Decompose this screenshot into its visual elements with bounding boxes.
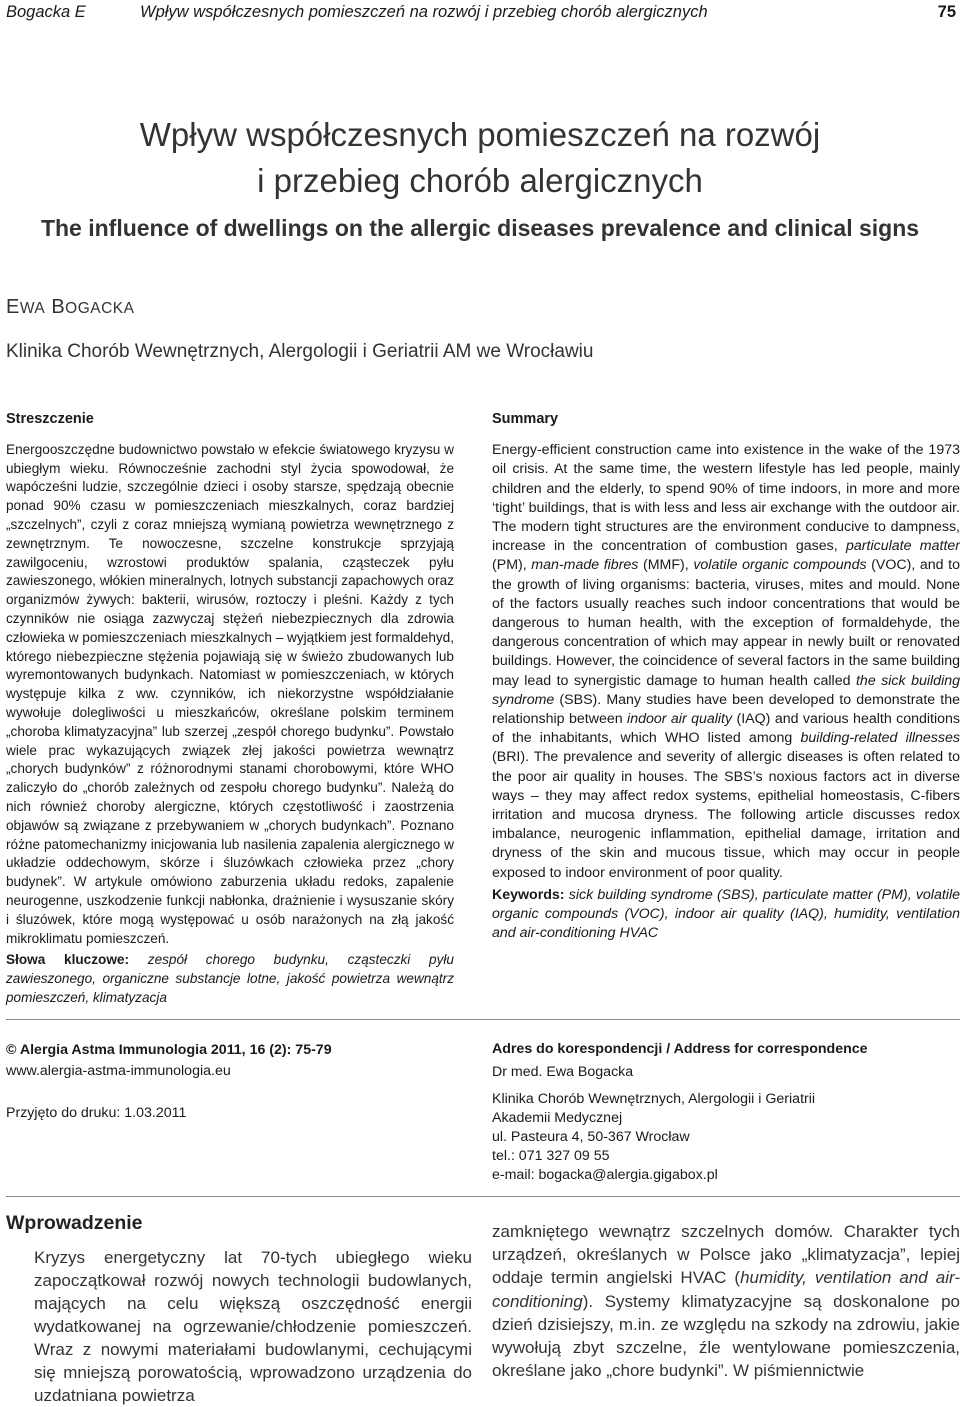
summary-run: Energy-efficient construction came into existence in the wake of the 1973 oil crisis. At the same time, the western lifestyle has led people, mainly children and the elderly, to spend 90% of time indoors, in more and more ‘tight’ buildings, that is with less and less air exchange with the outdoor air. The modern tight structures are the environment conducive to dampness, increase in the concentration of combustion gases, (492, 442, 960, 555)
summary-run: (BRI). The prevalence and severity of allergic diseases is often related to the poor air quality in houses. The SBS’s noxious factors act in diverse ways – they may affect redox systems, epithelial homeostasis, C-fibers irritation and mucosa dryness. The following article discusses redox imbalance, neurogenic inflammation, epithelial damage, irritation and dryness of the skin and mucous tissue, which may occur in people exposed to indoor environment of poor quality. (492, 749, 960, 881)
polish-keywords-text: zespół chorego budynku, cząsteczki pyłu zawieszonego, organiczne substancje lotne, jakość powietrza wewnątrz pomieszczeń, klimatyzacja (6, 952, 454, 1005)
summary-italic: building-related illnesses (800, 730, 960, 747)
article-title-polish (0, 112, 960, 204)
summary-italic: particulate matter (846, 538, 960, 555)
author-first-initial: E (6, 296, 20, 318)
correspondence-name: Dr med. Ewa Bogacka (492, 1064, 634, 1080)
journal-citation: © Alergia Astma Immunologia 2011, 16 (2): 75-79 (6, 1042, 332, 1058)
correspondence-line: Akademii Medycznej (492, 1110, 623, 1126)
summary-run: (VOC), and to the growth of living organisms: bacteria, viruses, mites and mould. None of the factors usually reaches such indoor concentrations that would be dangerous to human health, with the exception of formaldehyde, the dangerous concentration of which may appear in newly built or renovated buildings. However, the coincidence of several factors in the same building may lead to synergistic damage to human health called (492, 557, 960, 689)
polish-keywords (6, 951, 454, 1007)
article-title-english: The influence of dwellings on the allergic diseases prevalence and clinical signs (40, 215, 920, 241)
author-last-initial: B (51, 296, 66, 318)
summary-italic: indoor air quality (627, 711, 733, 728)
streszczenie-text: Energooszczędne budownictwo powstało w efekcie światowego kryzysu w ubiegłym wieku. Równocześnie zachodni styl życia spowodował, że wapócześni ludzie, szczególnie dzieci i osoby starsze, spędzają obecnie ponad 90% czasu w pomieszczeniach mieszkalnych, coraz bardziej „szczelnych”, czyli z coraz mniejszą wymianą powietrza wewnętrznego z zewnętrznym. Te nowoczesne, szczelne konstrukcje sprzyjają zawilgoceniu, wzrostowi produktów spalania, cząsteczek pyłu zawieszonego, włókien mineralnych, lotnych substancji zapachowych oraz organizmów żywych: bakterii, wirusów, roztoczy i pleśni. Każdy z tych czynników nie osiąga zazwyczaj stężeń niebezpiecznych dla zdrowia człowieka w pomieszczeniach mieszkalnych – wyjątkiem jest formaldehyd, którego niebezpieczne stężenia pojawiają się w świeżo zbudowanych lub wyremontowanych budynkach. Natomiast w pomieszczeniach, w których występuje kilka z ww. czynników, ich niekorzystne współdziałanie wywołuje dolegliwości u mieszkańców, określane polskim terminem „choroba klimatyzacyjna” lub szerzej „zespół chorego budynku”. Powstało wiele prac wykazujących związek złej jakości powietrza wewnątrz „chorych budynków” z różnorodnymi stanami chorobowymi, które WHO zaliczyło do „chorób zależnych od zespołu chorego budynku”. Należą do nich również choroby alergiczne, których częstotliwość i zaostrzenia objawów są związane z przebywaniem w „chorych budynkach”. Poznano różne patomechanizmy inicjowania lub nasilenia zapalenia alergicznego w układzie oddechowym, skórze i śluzówkach człowieka przez „chory budynek”. W artykule omówiono zaburzenia układu redoks, zapalenie neurogenne, uszkodzenie funkcji nabłonka, drażnienie i wysuszanie skóry i śluzówek, które mogą występować u osób narażonych na złą jakość mikroklimatu pomieszczeń. (6, 441, 455, 946)
correspondence-line: ul. Pasteura 4, 50-367 Wrocław (492, 1129, 690, 1145)
correspondence-heading: Adres do korespondencji / Address for correspondence (492, 1041, 868, 1057)
correspondence-block (492, 1040, 960, 1185)
author-last-rest: OGACKA (65, 300, 135, 317)
running-header (0, 0, 960, 32)
running-header-author: Bogacka E (6, 3, 86, 21)
summary-run: (IAQ) and various health conditions of the inhabitants, which WHO listed among (492, 711, 960, 747)
polish-keywords-label: Słowa kluczowe: (6, 952, 129, 968)
correspondence-line: Klinika Chorób Wewnętrznych, Alergologii i Geriatrii (492, 1091, 816, 1107)
intro-italic: humidity, ventilation and air-conditioning (492, 1268, 960, 1311)
intro-left-text: Kryzys energetyczny lat 70-tych ubiegłego wieku zapoczątkował rozwój nowych technologii budowlanych, mających na celu większą oszczędność energii wydatkowanej na ogrzewanie/chłodzenie pomieszczeń. Wraz z nowymi materiałami budowlanymi, cechującymi się mniejszą porowatością, wprowadzono urządzenia do uzdatniana powietrza (34, 1248, 472, 1405)
summary-run: (PM), (492, 557, 527, 574)
summary-run: (SBS). Many studies have been developed to demonstrate the relationship between (492, 691, 960, 728)
english-keywords-text: sick building syndrome (SBS), particulate matter (PM), volatile organic compounds (VOC), indoor air quality (IAQ), humidity, ventilation and air-conditioning HVAC (492, 886, 960, 942)
abstract-english (492, 410, 960, 943)
title-line-2: i przebieg chorób alergicznych (257, 162, 703, 199)
summary-heading: Summary (492, 411, 559, 427)
spacer (6, 1082, 466, 1103)
streszczenie-heading: Streszczenie (6, 411, 94, 427)
english-keywords (492, 886, 960, 944)
divider-bottom (6, 1196, 960, 1197)
title-line-1: Wpływ współczesnych pomieszczeń na rozwój (139, 116, 821, 153)
summary-run: (MMF), (643, 557, 689, 574)
divider-top (6, 1019, 960, 1020)
intro-heading: Wprowadzenie (6, 1212, 143, 1234)
summary-italic: man-made fibres (531, 557, 639, 574)
intro-left-column (34, 1246, 472, 1407)
correspondence-email[interactable]: e-mail: bogacka@alergia.gigabox.pl (492, 1167, 718, 1183)
author-name (6, 296, 134, 319)
intro-run: ). Systemy klimatyzacyjne są doskonalone po dzień dzisiejszy, m.in. ze względu na szkody na zdrowiu, jakie wywołują zbyt szczelne, źle wentylowane pomieszczenia, określane jako „chore budynki”. W piśmiennictwie (492, 1291, 960, 1381)
running-header-title: Wpływ współczesnych pomieszczeń na rozwój i przebieg chorób alergicznych (140, 3, 708, 21)
citation-block (6, 1040, 466, 1124)
correspondence-phone: tel.: 071 327 09 55 (492, 1148, 610, 1164)
page-number: 75 (937, 3, 956, 21)
english-keywords-label: Keywords: (492, 886, 565, 903)
abstract-polish (6, 410, 454, 1008)
journal-url[interactable]: www.alergia-astma-immunologia.eu (6, 1063, 231, 1079)
author-affiliation: Klinika Chorób Wewnętrznych, Alergologii i Geriatrii AM we Wrocławiu (6, 341, 594, 362)
accepted-date: Przyjęto do druku: 1.03.2011 (6, 1105, 187, 1121)
author-first-rest: WA (19, 300, 46, 317)
intro-right-text (492, 1220, 960, 1382)
intro-right-column (492, 1220, 960, 1382)
summary-italic: the sick building syndrome (492, 672, 960, 708)
summary-text (492, 441, 960, 883)
summary-italic: volatile organic compounds (693, 557, 867, 574)
intro-run: zamkniętego wewnątrz szczelnych domów. Charakter tych urządzeń, określanych w Polsce jako „klimatyzacja”, lepiej oddaje termin angielski HVAC ( (492, 1222, 960, 1288)
